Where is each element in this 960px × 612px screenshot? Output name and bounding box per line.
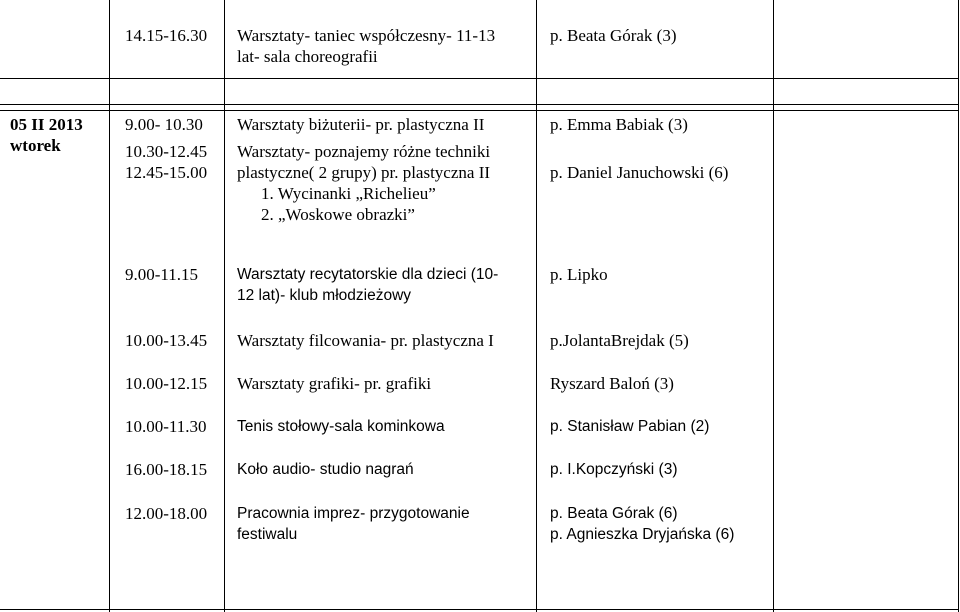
time-cell: 12.00-18.00	[125, 504, 208, 523]
row-person	[550, 503, 734, 545]
row-activity	[237, 503, 470, 545]
row-time	[125, 459, 207, 480]
row-person	[550, 416, 709, 437]
time-cell: 9.00- 10.30	[125, 115, 203, 134]
time-cell: 12.45-15.00	[125, 163, 208, 182]
row1-person	[550, 25, 677, 46]
time-cell: 16.00-18.15	[125, 460, 208, 479]
activity-line: festiwalu	[237, 526, 298, 543]
row-person	[550, 459, 678, 480]
person-block	[550, 114, 728, 183]
person-cell: p. Beata Górak (6)	[550, 505, 678, 522]
activity-line: Tenis stołowy-sala kominkowa	[237, 418, 445, 435]
activity-line: Warsztaty- poznajemy różne techniki	[237, 142, 491, 161]
person-cell: p. I.Kopczyński (3)	[550, 461, 678, 478]
activity-line: lat- sala choreografii	[237, 47, 378, 66]
row-time	[125, 503, 207, 524]
time-cell: 10.00-13.45	[125, 331, 208, 350]
time-cell: 9.00-11.15	[125, 265, 199, 284]
time-cell: 10.00-11.30	[125, 417, 207, 436]
activity-line: Warsztaty recytatorskie dla dzieci (10-	[237, 266, 499, 283]
row-time	[125, 416, 207, 437]
grid-line-v-3	[536, 0, 537, 612]
person-cell: p.JolantaBrejdak (5)	[550, 331, 689, 350]
person-cell: p. Stanisław Pabian (2)	[550, 418, 710, 435]
time-cell: 10.00-12.15	[125, 374, 208, 393]
day-label	[10, 114, 83, 156]
activity-line: Koło audio- studio nagrań	[237, 461, 414, 478]
activity-line: Warsztaty grafiki- pr. grafiki	[237, 374, 432, 393]
row-person	[550, 373, 674, 394]
time-cell: 10.30-12.45	[125, 142, 208, 161]
row-activity	[237, 459, 414, 480]
activity-line: 12 lat)- klub młodzieżowy	[237, 287, 412, 304]
person-cell: p. Lipko	[550, 265, 608, 284]
grid-line-h-1	[0, 78, 959, 79]
activity-block	[237, 114, 490, 225]
list-item: 2. „Woskowe obrazki”	[261, 205, 415, 224]
grid-line-v-1	[109, 0, 110, 612]
grid-line-v-2	[224, 0, 225, 612]
time-block	[125, 114, 207, 183]
row-activity	[237, 373, 431, 394]
row1-activity	[237, 25, 495, 67]
row-time	[125, 330, 207, 351]
row-person	[550, 264, 608, 285]
person-cell: p. Beata Górak (3)	[550, 26, 677, 45]
row-time	[125, 373, 207, 394]
grid-line-v-5	[958, 0, 959, 612]
row1-time	[125, 25, 207, 46]
activity-line: Warsztaty- taniec współczesny- 11-13	[237, 26, 496, 45]
person-cell: p. Agnieszka Dryjańska (6)	[550, 526, 735, 543]
person-cell: Ryszard Baloń (3)	[550, 374, 674, 393]
day-weekday: wtorek	[10, 136, 61, 155]
day-date: 05 II 2013	[10, 115, 83, 134]
person-cell: p. Daniel Januchowski (6)	[550, 163, 729, 182]
row-activity	[237, 416, 445, 437]
activity-line: Warsztaty biżuterii- pr. plastyczna II	[237, 115, 485, 134]
grid-line-h-4	[0, 609, 959, 610]
time-cell: 14.15-16.30	[125, 26, 208, 45]
list-item: 1. Wycinanki „Richelieu”	[261, 184, 436, 203]
activity-line: plastyczne( 2 grupy) pr. plastyczna II	[237, 163, 491, 182]
person-cell: p. Emma Babiak (3)	[550, 115, 688, 134]
activity-line: Pracownia imprez- przygotowanie	[237, 505, 470, 522]
row-activity	[237, 264, 498, 306]
grid-line-h-2	[0, 104, 959, 105]
row-activity	[237, 330, 494, 351]
row-time	[125, 264, 198, 285]
grid-line-h-3	[0, 110, 959, 111]
row-person	[550, 330, 689, 351]
activity-line: Warsztaty filcowania- pr. plastyczna I	[237, 331, 494, 350]
grid-line-v-4	[773, 0, 774, 612]
